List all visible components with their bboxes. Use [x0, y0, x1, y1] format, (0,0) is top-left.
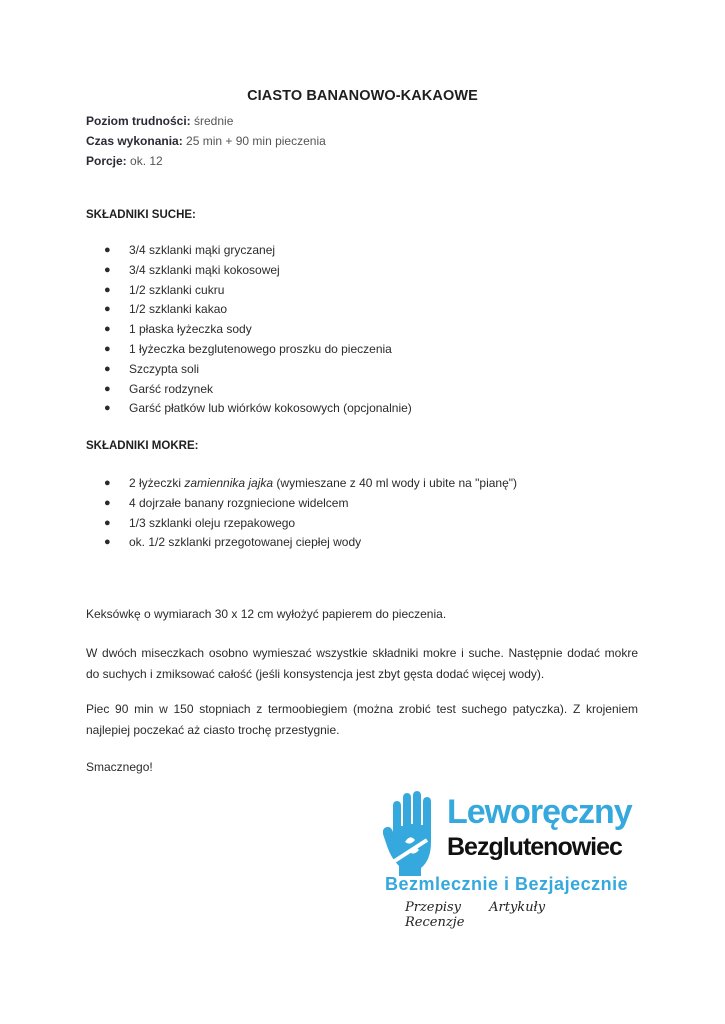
instruction-paragraph: W dwóch miseczkach osobno wymieszać wszystkie składniki mokre i suche. Następnie dodać mokre do suchych i zmiksować całość (jeśli konsystencja jest zbyt gęsta dodać więcej wody).	[86, 646, 638, 681]
list-item: ● 3/4 szklanki mąki gryczanej	[86, 241, 646, 261]
meta-label: Porcje:	[86, 154, 127, 168]
logo-subtitle: Bezglutenowiec	[447, 833, 622, 861]
list-item: ● 2 łyżeczki zamiennika jajka (wymieszane z 40 ml wody i ubite na "pianę")	[86, 474, 646, 494]
meta-value: ok. 12	[130, 154, 163, 168]
bullet-icon: ●	[104, 496, 111, 509]
bullet-icon: ●	[104, 477, 111, 489]
hand-icon	[383, 790, 443, 876]
closing-text: Smacznego!	[86, 760, 153, 774]
bullet-icon: ●	[104, 244, 111, 256]
dry-ingredients-heading: SKŁADNIKI SUCHE:	[86, 209, 196, 221]
list-item: ● 1/3 szklanki oleju rzepakowego	[86, 514, 646, 534]
bullet-icon: ●	[104, 536, 111, 549]
meta-portions	[86, 154, 163, 168]
bullet-icon: ●	[104, 382, 111, 395]
list-item: ● 3/4 szklanki mąki kokosowej	[86, 261, 646, 281]
logo-title: Leworęczny	[447, 793, 632, 831]
list-item: ● ok. 1/2 szklanki przegotowanej ciepłej wody	[86, 533, 646, 553]
wet-ingredients-list	[86, 474, 646, 553]
bullet-icon: ●	[104, 263, 111, 276]
bullet-icon: ●	[104, 516, 111, 529]
bullet-icon: ●	[104, 283, 111, 296]
logo-link-reviews: Recenzje	[405, 915, 465, 930]
list-item: ● Szczypta soli	[86, 360, 646, 380]
brand-logo	[383, 790, 638, 930]
meta-label: Czas wykonania:	[86, 134, 183, 148]
list-item: ● Garść rodzynek	[86, 380, 646, 400]
list-item: ● Garść płatków lub wiórków kokosowych (opcjonalnie)	[86, 399, 646, 419]
bullet-icon: ●	[104, 402, 111, 415]
bullet-icon: ●	[104, 342, 111, 355]
list-item: ● 1/2 szklanki kakao	[86, 300, 646, 320]
bullet-icon: ●	[104, 303, 111, 316]
dry-ingredients-list	[86, 241, 646, 419]
instruction-paragraph: Piec 90 min w 150 stopniach z termoobiegiem (można zrobić test suchego patyczka). Z krojeniem najlepiej poczekać aż ciasto trochę przestygnie.	[86, 702, 638, 737]
egg-substitute-link: zamiennika jajka	[184, 476, 274, 490]
list-item: ● 4 dojrzałe banany rozgniecione widelcem	[86, 494, 646, 514]
meta-time	[86, 134, 326, 148]
list-item: ● 1/2 szklanki cukru	[86, 281, 646, 301]
bullet-icon: ●	[104, 362, 111, 375]
list-item: ● 1 płaska łyżeczka sody	[86, 320, 646, 340]
recipe-title: CIASTO BANANOWO-KAKAOWE	[247, 88, 478, 104]
wet-ingredients-heading: SKŁADNIKI MOKRE:	[86, 440, 199, 452]
meta-value: 25 min + 90 min pieczenia	[186, 134, 326, 148]
meta-label: Poziom trudności:	[86, 114, 191, 128]
logo-link-recipes: Przepisy	[405, 900, 461, 915]
bullet-icon: ●	[104, 323, 111, 336]
logo-tagline: Bezmlecznie i Bezjajecznie	[385, 874, 629, 894]
list-item: ● 1 łyżeczka bezglutenowego proszku do pieczenia	[86, 340, 646, 360]
logo-links	[405, 900, 615, 930]
meta-value: średnie	[194, 114, 234, 128]
instruction-paragraph: Keksówkę o wymiarach 30 x 12 cm wyłożyć papierem do pieczenia.	[86, 607, 447, 621]
meta-difficulty	[86, 114, 233, 128]
logo-link-articles: Artykuły	[489, 900, 546, 915]
